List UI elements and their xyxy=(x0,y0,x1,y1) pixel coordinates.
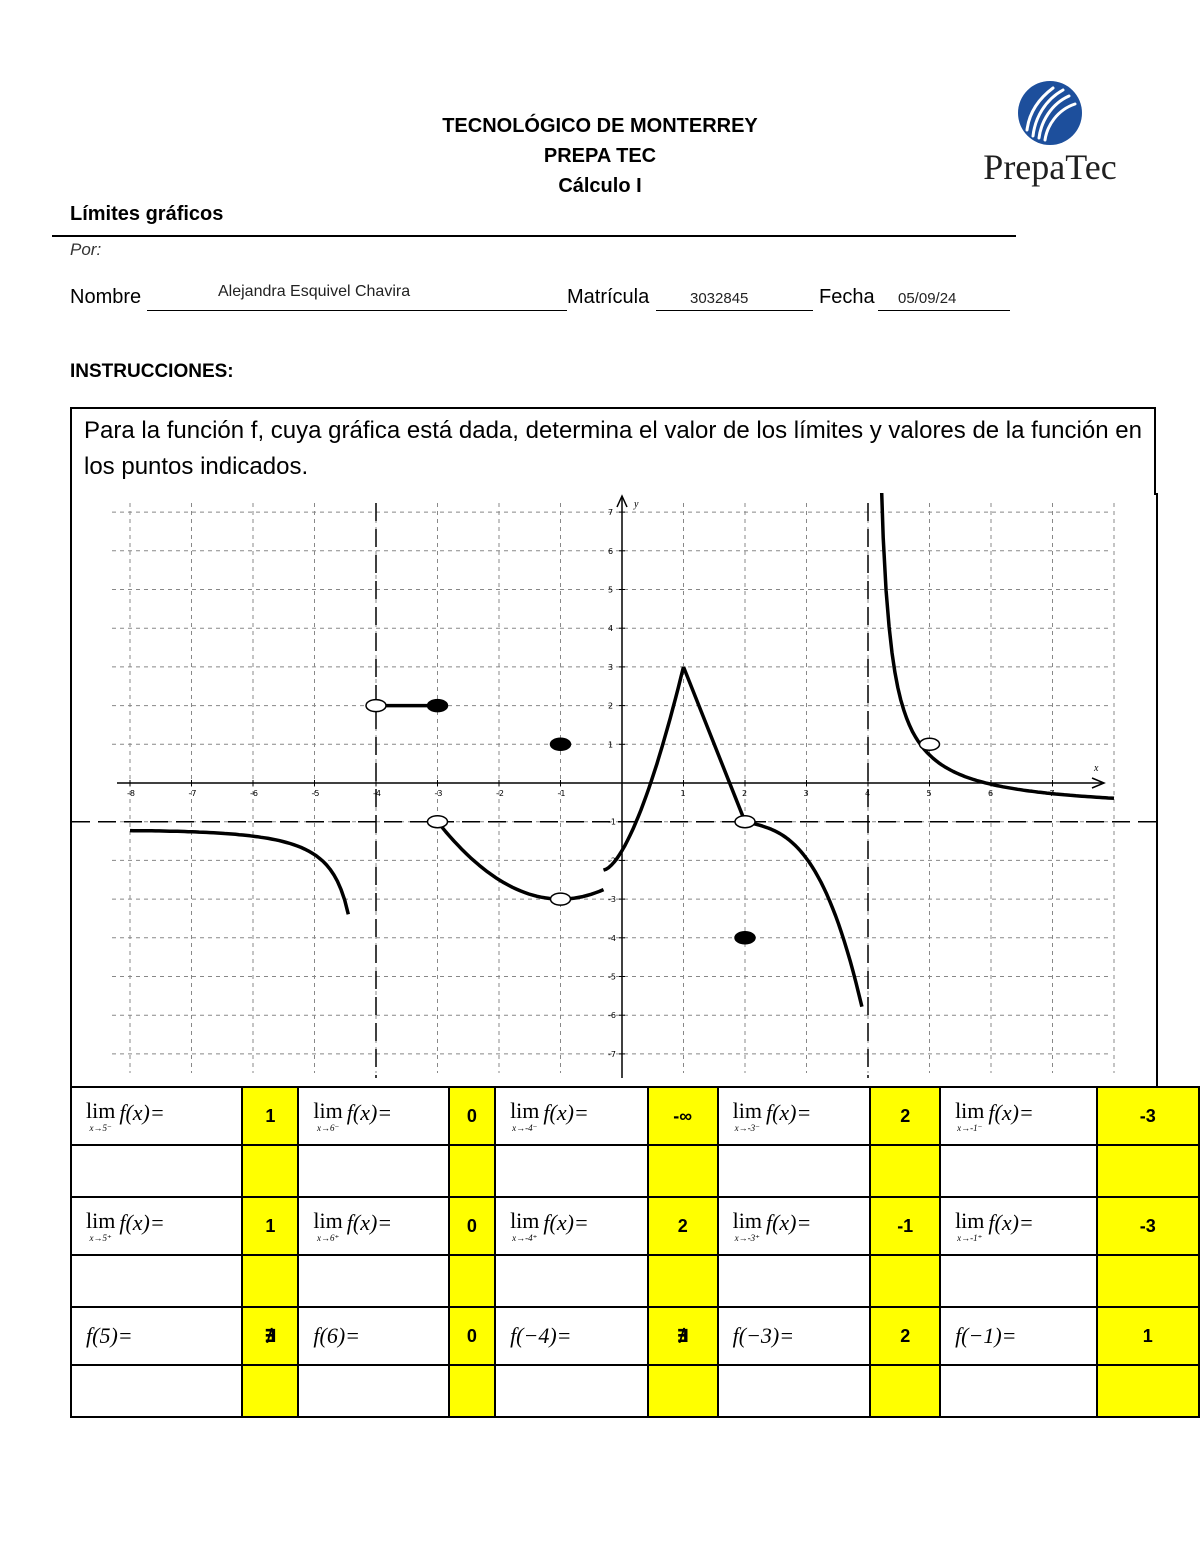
fx-text: f(x)= xyxy=(543,1209,589,1235)
blank-cell xyxy=(940,1145,1097,1197)
curve-rise-to-peak xyxy=(604,667,684,870)
open-point xyxy=(551,893,571,905)
instructions-heading: INSTRUCCIONES: xyxy=(70,361,234,382)
blank-answer-cell[interactable] xyxy=(1097,1255,1199,1307)
blank-answer-cell[interactable] xyxy=(449,1145,495,1197)
lim-word xyxy=(732,1097,762,1133)
x-tick-label: 3 xyxy=(803,789,809,798)
blank-answer-cell[interactable] xyxy=(648,1365,718,1417)
blank-answer-cell[interactable] xyxy=(1097,1365,1199,1417)
lim-subscript: x→-1⁻ xyxy=(957,1122,983,1133)
answer-cell[interactable]: -3 xyxy=(1097,1087,1199,1145)
curve-right-branch xyxy=(880,493,1114,798)
blank-cell xyxy=(298,1145,448,1197)
y-tick-label: -3 xyxy=(608,895,616,905)
lim-word xyxy=(510,1097,540,1133)
lim-subscript: x→6⁻ xyxy=(316,1122,340,1133)
graph-canvas xyxy=(72,493,1156,1086)
blank-cell xyxy=(940,1365,1097,1417)
y-tick-label: -7 xyxy=(608,1049,616,1059)
blank-cell xyxy=(495,1255,648,1307)
blank-row xyxy=(71,1365,1199,1417)
fx-text: f(x)= xyxy=(765,1099,812,1125)
y-tick-label: 3 xyxy=(608,662,614,672)
x-tick-label: -6 xyxy=(250,789,258,798)
x-tick-label: -3 xyxy=(434,789,443,798)
fx-text: f(x)= xyxy=(346,1209,393,1235)
x-tick-label: 6 xyxy=(988,789,994,798)
por-label: Por: xyxy=(70,240,102,259)
blank-answer-cell[interactable] xyxy=(870,1365,940,1417)
blank-row xyxy=(71,1145,1199,1197)
blank-answer-cell[interactable] xyxy=(242,1255,298,1307)
x-tick-label: 4 xyxy=(865,789,871,798)
lim-text: lim xyxy=(313,1097,343,1123)
lim-text: lim xyxy=(86,1207,116,1233)
limit-expression xyxy=(495,1087,648,1145)
lim-word xyxy=(86,1097,116,1133)
x-tick-label: 1 xyxy=(680,789,686,798)
answer-cell[interactable]: 1 xyxy=(242,1197,298,1255)
answer-cell[interactable]: 2 xyxy=(870,1307,940,1365)
blank-cell xyxy=(71,1145,242,1197)
x-tick-label: -5 xyxy=(311,789,320,798)
y-tick-label: 2 xyxy=(608,701,614,711)
blank-answer-cell[interactable] xyxy=(242,1145,298,1197)
open-point xyxy=(366,700,386,712)
prepatec-logo xyxy=(975,78,1125,188)
lim-text: lim xyxy=(955,1097,985,1123)
open-point xyxy=(428,816,448,828)
blank-answer-cell[interactable] xyxy=(870,1145,940,1197)
fx-text: f(x)= xyxy=(988,1099,1034,1125)
logo-text: PrepaTec xyxy=(983,147,1117,187)
fx-text: f(x)= xyxy=(119,1099,165,1125)
blank-cell xyxy=(495,1365,648,1417)
blank-answer-cell[interactable] xyxy=(242,1365,298,1417)
lim-subscript: x→6⁺ xyxy=(316,1232,340,1243)
function-value-expression xyxy=(71,1307,242,1365)
matricula-underline xyxy=(656,310,813,311)
x-tick-label: -8 xyxy=(127,789,135,798)
closed-point xyxy=(551,738,571,750)
limit-expression xyxy=(71,1197,242,1255)
fx-value-text: f(6)= xyxy=(313,1323,361,1348)
fx-value-text: f(5)= xyxy=(86,1323,133,1348)
fx-text: f(x)= xyxy=(346,1099,393,1125)
lim-text: lim xyxy=(86,1097,116,1123)
open-point xyxy=(920,738,940,750)
nombre-value[interactable]: Alejandra Esquivel Chavira xyxy=(218,283,411,300)
limit-expression xyxy=(298,1197,448,1255)
answer-cell[interactable]: ∄ xyxy=(242,1307,298,1365)
y-tick-label: -2 xyxy=(608,856,616,866)
limits-row xyxy=(71,1307,1199,1365)
function-value-expression xyxy=(940,1307,1097,1365)
fx-value-text: f(−1)= xyxy=(955,1323,1017,1348)
lim-subscript: x→-1⁺ xyxy=(957,1232,983,1243)
lim-word xyxy=(732,1207,762,1243)
answer-cell[interactable]: -3 xyxy=(1097,1197,1199,1255)
lim-text: lim xyxy=(732,1207,762,1233)
limit-expression xyxy=(495,1197,648,1255)
curve-left-branch xyxy=(130,831,348,915)
instructions-box xyxy=(70,407,1156,495)
lim-word xyxy=(86,1207,116,1243)
limit-expression xyxy=(718,1087,871,1145)
lim-text: lim xyxy=(510,1207,540,1233)
y-tick-label: 5 xyxy=(608,585,614,595)
lim-text: lim xyxy=(313,1207,343,1233)
blank-cell xyxy=(718,1255,871,1307)
answer-cell[interactable]: 0 xyxy=(449,1087,495,1145)
lim-subscript: x→-4⁻ xyxy=(512,1122,538,1133)
limits-table xyxy=(70,1086,1200,1418)
lim-word xyxy=(313,1097,343,1133)
fecha-underline xyxy=(878,310,1010,311)
fecha-value[interactable]: 05/09/24 xyxy=(898,290,957,307)
curve-right-drop xyxy=(745,822,862,1007)
y-tick-label: -4 xyxy=(608,933,616,943)
blank-cell xyxy=(71,1255,242,1307)
fx-text: f(x)= xyxy=(119,1209,165,1235)
segment-descent xyxy=(684,667,746,822)
y-tick-label: 1 xyxy=(608,740,614,750)
blank-answer-cell[interactable] xyxy=(648,1145,718,1197)
closed-point xyxy=(428,700,448,712)
instructions-text: Para la función f, cuya gráfica está dada, determina el valor de los límites y valores de la función en los puntos indicados. xyxy=(84,417,1142,480)
y-tick-label: -6 xyxy=(608,1011,616,1021)
lim-text: lim xyxy=(955,1207,985,1233)
blank-answer-cell[interactable] xyxy=(870,1255,940,1307)
lim-subscript: x→5⁻ xyxy=(89,1122,112,1133)
fecha-label: Fecha xyxy=(819,286,875,308)
blank-cell xyxy=(71,1365,242,1417)
header-line3: Cálculo I xyxy=(558,175,642,197)
closed-point xyxy=(735,932,755,944)
topic-title: Límites gráficos xyxy=(70,203,224,225)
blank-cell xyxy=(298,1365,448,1417)
y-tick-label: 4 xyxy=(608,624,614,634)
blank-answer-cell[interactable] xyxy=(648,1255,718,1307)
limit-expression xyxy=(71,1087,242,1145)
y-tick-label: -5 xyxy=(608,972,616,982)
lim-subscript: x→-4⁺ xyxy=(512,1232,538,1243)
lim-word xyxy=(313,1207,343,1243)
open-point xyxy=(735,816,755,828)
prepatec-emblem-icon xyxy=(975,78,1125,148)
y-tick-label: -1 xyxy=(608,817,616,827)
axes xyxy=(117,496,1104,1078)
nombre-label: Nombre xyxy=(70,286,142,308)
x-tick-label: 2 xyxy=(742,789,748,798)
limits-row xyxy=(71,1087,1199,1145)
blank-answer-cell[interactable] xyxy=(449,1365,495,1417)
header-divider xyxy=(52,235,1016,237)
fx-text: f(x)= xyxy=(765,1209,812,1235)
answer-cell[interactable]: -∞ xyxy=(648,1087,718,1145)
limit-expression xyxy=(940,1087,1097,1145)
matricula-label: Matrícula xyxy=(567,286,650,308)
function-graph xyxy=(70,493,1158,1086)
blank-cell xyxy=(718,1145,871,1197)
answer-cell[interactable]: 2 xyxy=(648,1197,718,1255)
fx-text: f(x)= xyxy=(543,1099,589,1125)
y-axis-label: y xyxy=(634,499,639,510)
matricula-value[interactable]: 3032845 xyxy=(690,290,749,307)
blank-cell xyxy=(718,1365,871,1417)
x-tick-label: -2 xyxy=(496,789,504,798)
blank-answer-cell[interactable] xyxy=(1097,1145,1199,1197)
header-line2: PREPA TEC xyxy=(543,145,657,167)
lim-subscript: x→5⁺ xyxy=(89,1232,112,1243)
lim-word xyxy=(955,1097,985,1133)
function-value-expression xyxy=(718,1307,871,1365)
answer-cell[interactable]: 2 xyxy=(870,1087,940,1145)
x-axis-label: x xyxy=(1094,763,1099,774)
blank-answer-cell[interactable] xyxy=(449,1255,495,1307)
header-line1: TECNOLÓGICO DE MONTERREY xyxy=(442,115,758,137)
lim-subscript: x→-3⁺ xyxy=(734,1232,760,1243)
x-tick-label: 5 xyxy=(926,789,932,798)
x-tick-label: 7 xyxy=(1049,789,1055,798)
fx-value-text: f(−4)= xyxy=(510,1323,572,1348)
limits-row xyxy=(71,1197,1199,1255)
lim-text: lim xyxy=(510,1097,540,1123)
answer-cell[interactable]: -1 xyxy=(870,1197,940,1255)
lim-word xyxy=(955,1207,985,1243)
answer-cell[interactable]: 1 xyxy=(242,1087,298,1145)
fx-value-text: f(−3)= xyxy=(732,1323,795,1348)
lim-word xyxy=(510,1207,540,1243)
y-tick-label: 6 xyxy=(608,546,614,556)
blank-cell xyxy=(940,1255,1097,1307)
blank-row xyxy=(71,1255,1199,1307)
x-tick-label: -7 xyxy=(188,789,197,798)
answer-cell[interactable]: 1 xyxy=(1097,1307,1199,1365)
x-tick-label: -1 xyxy=(557,789,566,798)
lim-subscript: x→-3⁻ xyxy=(734,1122,760,1133)
y-tick-label: 7 xyxy=(608,508,614,518)
function-value-expression xyxy=(495,1307,648,1365)
answer-cell[interactable]: 0 xyxy=(449,1197,495,1255)
answer-cell[interactable]: 0 xyxy=(449,1307,495,1365)
limit-expression xyxy=(298,1087,448,1145)
blank-cell xyxy=(495,1145,648,1197)
limit-expression xyxy=(718,1197,871,1255)
answer-cell[interactable]: ∄ xyxy=(648,1307,718,1365)
function-value-expression xyxy=(298,1307,448,1365)
x-tick-label: -4 xyxy=(373,789,381,798)
blank-cell xyxy=(298,1255,448,1307)
nombre-underline xyxy=(147,310,567,311)
fx-text: f(x)= xyxy=(988,1209,1034,1235)
limit-expression xyxy=(940,1197,1097,1255)
lim-text: lim xyxy=(732,1097,762,1123)
